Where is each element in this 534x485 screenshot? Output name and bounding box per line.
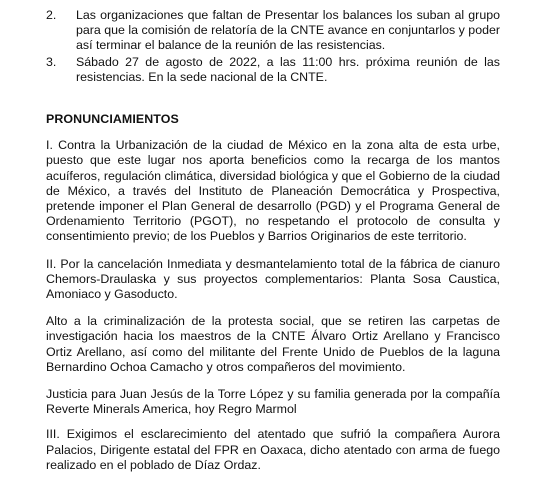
- paragraph: I. Contra la Urbanización de la ciudad de México en la zona alta de esta urbe, puesto que este lugar nos aporta beneficios como la recarga de los mantos acuíferos, regulación climática, diversidad biológica y que el Gobierno de la ciudad de México, a través del Instituto de Planeación Democrática y Prospectiva, pretende imponer el Plan General de desarrollo (PGD) y el Programa General de Ordenamiento Territorio (PGOT), no respetando el protocolo de consulta y consentimiento previo; de los Pueblos y Barrios Originarios de este territorio.: [46, 138, 500, 244]
- list-item-text: Las organizaciones que faltan de Presentar los balances los suban al grupo para que la comisión de relatoría de la CNTE avance en conjuntarlos y poder así terminar el balance de la reunión de las resistencias.: [76, 8, 500, 53]
- document-body: [46, 8, 500, 485]
- list-item: [46, 55, 500, 85]
- list-item-text: Sábado 27 de agosto de 2022, a las 11:00 hrs. próxima reunión de las resistencias. En la sede nacional de la CNTE.: [76, 54, 500, 84]
- paragraph: II. Por la cancelación Inmediata y desmantelamiento total de la fábrica de cianuro Chemors-Draulaska y sus proyectos complementarios: Planta Sosa Caustica, Amoniaco y Gasoducto.: [46, 256, 500, 302]
- agreements-list: [46, 8, 500, 85]
- section-heading: PRONUNCIAMIENTOS: [46, 112, 179, 127]
- paragraph: III. Exigimos el esclarecimiento del atentado que sufrió la compañera Aurora Palacios, Dirigente estatal del FPR en Oaxaca, dicho atentado con arma de fuego realizado en el poblado de Díaz Ordaz.: [46, 427, 500, 472]
- list-item: [46, 8, 500, 54]
- list-item-number: 2.: [46, 8, 57, 22]
- list-item-number: 3.: [46, 54, 57, 69]
- paragraph: Alto a la criminalización de la protesta social, que se retiren las carpetas de investigación hacia los maestros de la CNTE Álvaro Ortiz Arellano y Francisco Ortiz Arellano, así como del militante del Frente Unido de Pueblos de la laguna Bernardino Ochoa Camacho y otros compañeros del movimiento.: [46, 314, 500, 374]
- paragraph: Justicia para Juan Jesús de la Torre López y su familia generada por la compañía Reverte Minerals America, hoy Regro Marmol: [46, 387, 500, 417]
